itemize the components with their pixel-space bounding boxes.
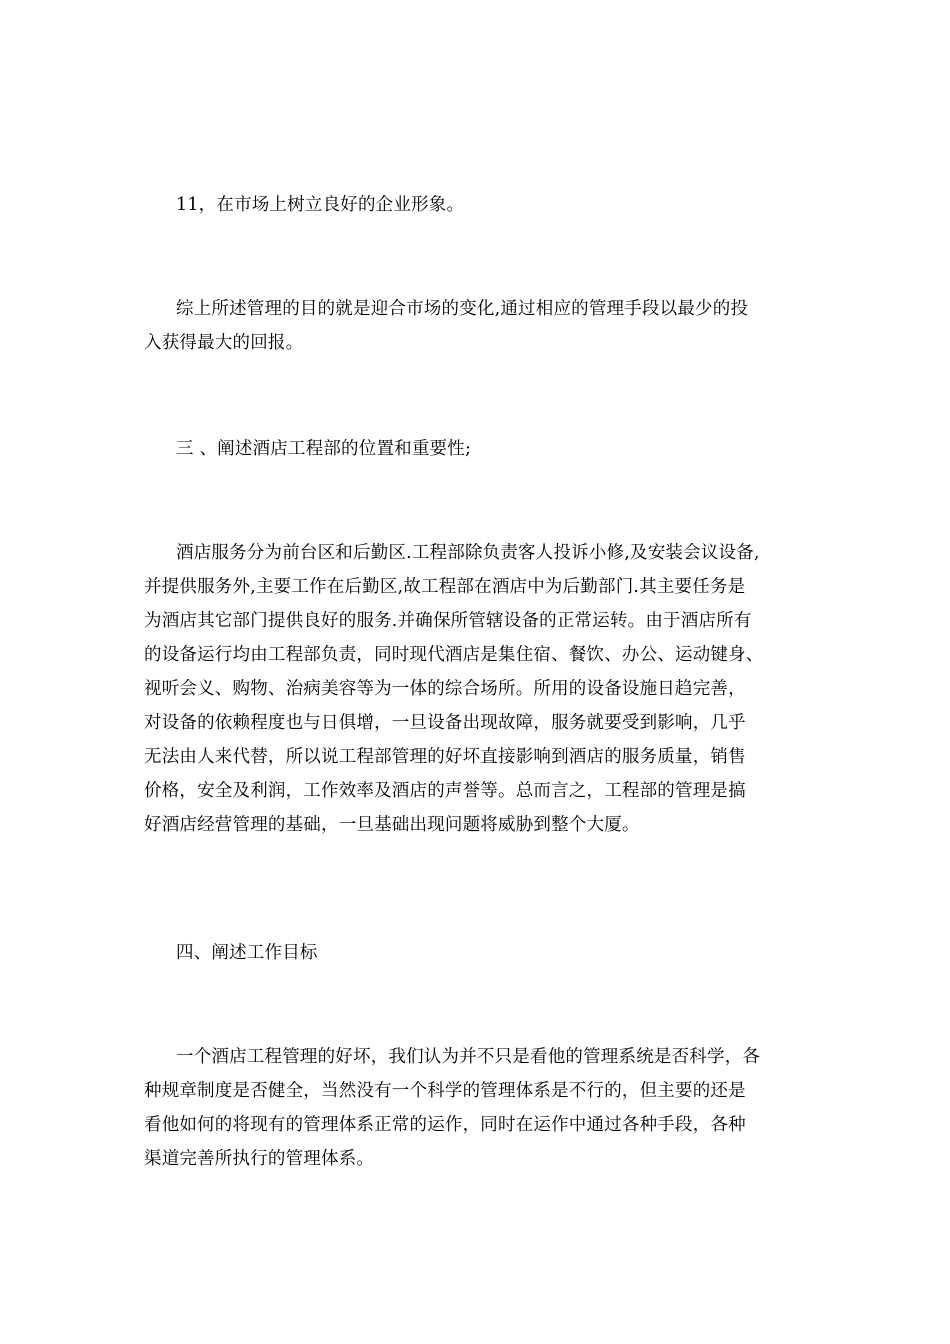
text-line: 好酒店经营管理的基础，一旦基础出现问题将威胁到整个大厦。 <box>144 815 640 835</box>
text-line: 并提供服务外,主要工作在后勤区,故工程部在酒店中为后勤部门.其主要任务是 <box>144 577 746 597</box>
paragraph-work-goals <box>144 1040 804 1176</box>
paragraph-summary <box>144 292 804 360</box>
text-line: 一个酒店工程管理的好坏，我们认为并不只是看他的管理系统是否科学，各 <box>176 1047 761 1067</box>
text-line: 价格，安全及利润，工作效率及酒店的声誉等。总而言之，工程部的管理是搞 <box>144 781 746 801</box>
section-heading-3 <box>144 432 804 466</box>
text-line: 为酒店其它部门提供良好的服务.并确保所管辖设备的正常运转。由于酒店所有 <box>144 611 752 631</box>
heading-text: 三 、阐述酒店工程部的位置和重要性; <box>176 439 472 459</box>
text-line: 渠道完善所执行的管理体系。 <box>144 1149 375 1169</box>
text-line: 入获得最大的回报。 <box>144 333 304 353</box>
heading-text: 四、阐述工作目标 <box>176 943 318 963</box>
text-line: 看他如何的将现有的管理体系正常的运作，同时在运作中通过各种手段，各种 <box>144 1115 746 1135</box>
text-line: 11，在市场上树立良好的企业形象。 <box>176 195 465 215</box>
text-line: 视听会义、购物、治病美容等为一体的综合场所。所用的设备设施日趋完善， <box>144 679 746 699</box>
text-line: 无法由人来代替，所以说工程部管理的好坏直接影响到酒店的服务质量，销售 <box>144 747 746 767</box>
paragraph-engineering-role <box>144 536 804 842</box>
text-line: 对设备的依赖程度也与日俱增，一旦设备出现故障，服务就要受到影响，几乎 <box>144 713 746 733</box>
section-heading-4 <box>144 936 804 970</box>
text-line: 综上所述管理的目的就是迎合市场的变化,通过相应的管理手段以最少的投 <box>176 299 749 319</box>
paragraph-point-11 <box>144 188 804 222</box>
text-line: 种规章制度是否健全，当然没有一个科学的管理体系是不行的，但主要的还是 <box>144 1081 746 1101</box>
text-line: 酒店服务分为前台区和后勤区.工程部除负责客人投诉小修,及安装会议设备, <box>176 543 760 563</box>
text-line: 的设备运行均由工程部负责，同时现代酒店是集住宿、餐饮、办公、运动键身、 <box>144 645 764 665</box>
